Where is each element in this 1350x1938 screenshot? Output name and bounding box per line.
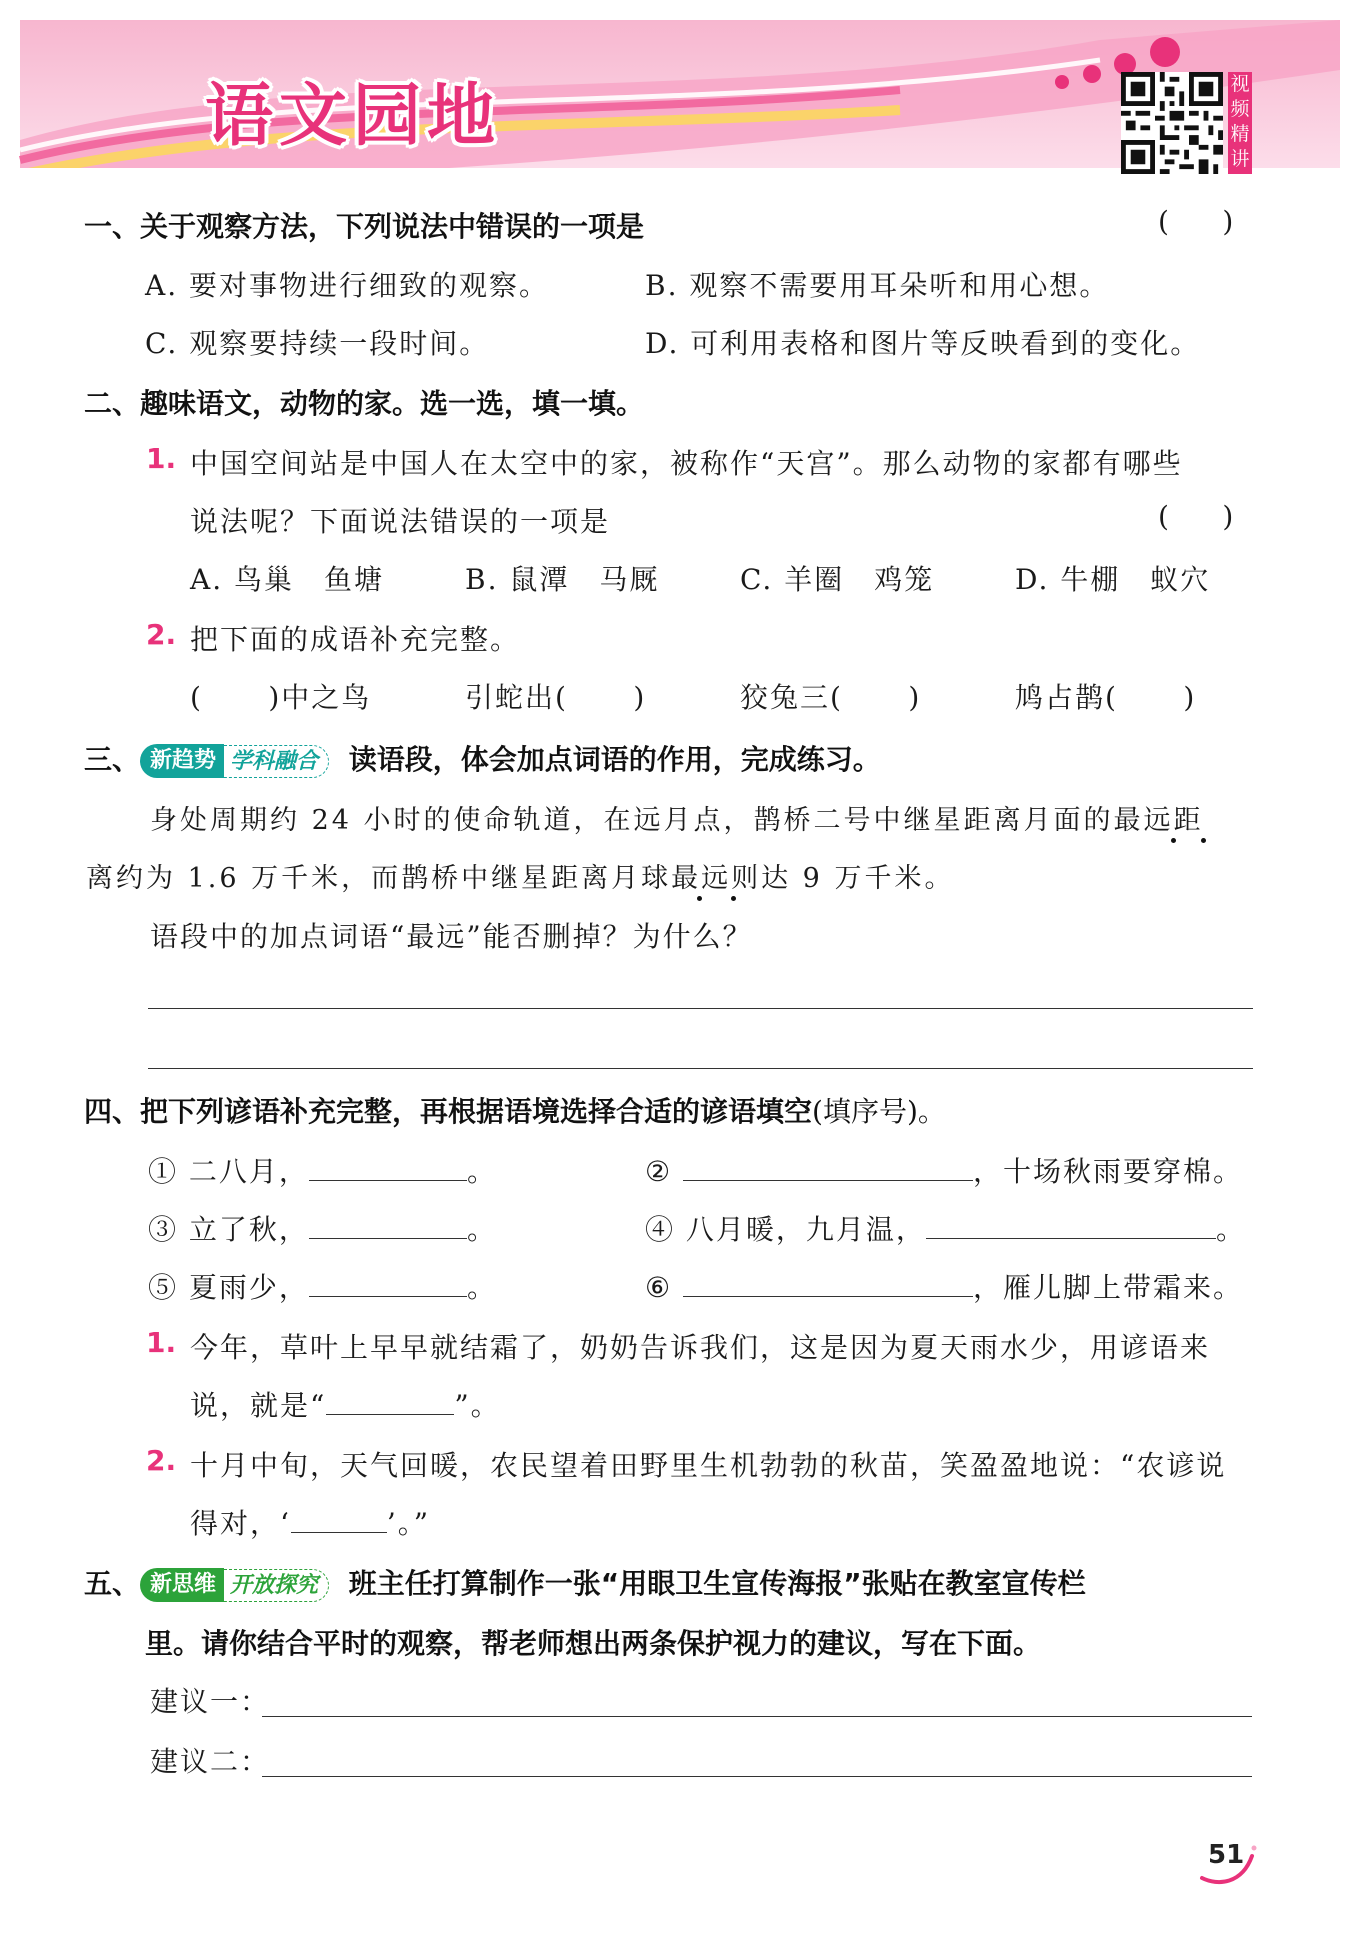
q5-line2: 里。请你结合平时的观察，帮老师想出两条保护视力的建议，写在下面。: [145, 1627, 1042, 1660]
emphasis-dot: [731, 896, 736, 901]
proverb-3-end: 。: [466, 1213, 497, 1246]
q2-sub1-answer-paren[interactable]: ( ): [1158, 500, 1234, 533]
proverb-1-end: 。: [466, 1155, 497, 1188]
proverb-3-mark: ③: [148, 1213, 179, 1246]
q2-title: 二、趣味语文，动物的家。选一选，填一填。: [84, 387, 645, 420]
proverb-6-blank[interactable]: [683, 1272, 973, 1297]
proverb-6-mark: ⑥: [645, 1271, 673, 1304]
open-exploration-tag: 开放探究: [224, 1569, 329, 1602]
q4-sub1-line2: [190, 1384, 501, 1424]
q2-option-a: A. 鸟巢 鱼塘: [190, 563, 385, 596]
video-lecture-label: 视频精讲: [1228, 72, 1252, 174]
q2-sub1-line2: 说法呢？下面说法错误的一项是: [190, 505, 611, 538]
q4-heading: [84, 1090, 946, 1130]
q1-option-d: D. 可利用表格和图片等反映看到的变化。: [645, 327, 1201, 360]
suggestion-1-label: 建议一：: [150, 1685, 271, 1718]
q4-sub1-text: 说，就是“: [190, 1389, 327, 1422]
emphasis-dot: [1171, 838, 1176, 843]
proverb-1-text: 二八月，: [188, 1155, 309, 1188]
q3-answer-line[interactable]: [148, 1068, 1253, 1069]
q3-question: 语段中的加点词语“最远”能否删掉？为什么？: [150, 920, 753, 953]
emphasis-dot: [1201, 838, 1206, 843]
proverb-1-blank[interactable]: [309, 1156, 467, 1181]
suggestion-1-line[interactable]: [262, 1716, 1252, 1717]
q2-sub2-number: 2.: [146, 618, 177, 651]
proverb-2-mark: ②: [645, 1155, 673, 1188]
idiom-4[interactable]: 鸠占鹊( ): [1015, 681, 1197, 714]
idiom-3[interactable]: 狡兔三( ): [740, 681, 922, 714]
q4-sub1-end: ”。: [454, 1389, 501, 1422]
q4-title: 四、把下列谚语补充完整，再根据语境选择合适的谚语填空: [84, 1095, 813, 1128]
q4-sub1-line1: 今年，草叶上早早就结霜了，奶奶告诉我们，这是因为夏天雨水少，用谚语来: [190, 1331, 1211, 1364]
q3-passage-line2: 离约为 1.6 万千米，而鹊桥中继星距离月球最远则达 9 万千米。: [86, 863, 955, 894]
page-number: 51: [1208, 1840, 1245, 1870]
emphasis-dot: [697, 896, 702, 901]
proverb-3-text: 立了秋，: [188, 1213, 309, 1246]
proverb-5-end: 。: [466, 1271, 497, 1304]
q4-sub2-line2: [190, 1502, 430, 1542]
page-number-swoosh-icon: [1198, 1838, 1258, 1888]
q4-sub1-blank[interactable]: [326, 1390, 454, 1415]
proverb-4-mark: ④: [645, 1213, 676, 1246]
new-thinking-tag: 新思维: [140, 1568, 224, 1602]
proverb-2-text: ，十场秋雨要穿棉。: [973, 1155, 1244, 1188]
q2-sub1-line1: 中国空间站是中国人在太空中的家，被称作“天宫”。那么动物的家都有哪些: [190, 447, 1183, 480]
proverb-2-blank[interactable]: [683, 1156, 973, 1181]
q4-sub2-number: 2.: [146, 1444, 177, 1477]
proverb-6: [645, 1266, 1243, 1306]
proverb-1-mark: ①: [148, 1155, 179, 1188]
q4-sub2-end: ’。”: [386, 1507, 431, 1540]
q1-option-a: A. 要对事物进行细致的观察。: [145, 269, 550, 302]
page-title: 语文园地: [205, 77, 502, 156]
proverb-5-text: 夏雨少，: [188, 1271, 309, 1304]
q5-line1: 班主任打算制作一张“用眼卫生宣传海报”张贴在教室宣传栏: [348, 1567, 1086, 1600]
proverb-2: [645, 1150, 1243, 1190]
q4-sub2-blank[interactable]: [291, 1508, 387, 1533]
suggestion-2-label: 建议二：: [150, 1745, 271, 1778]
q1-title: 一、关于观察方法，下列说法中错误的一项是: [84, 210, 645, 243]
q2-sub2-text: 把下面的成语补充完整。: [190, 623, 521, 656]
proverb-5-mark: ⑤: [148, 1271, 179, 1304]
proverb-1: [148, 1150, 497, 1190]
suggestion-2-line[interactable]: [262, 1776, 1252, 1777]
proverb-4-blank[interactable]: [926, 1214, 1216, 1239]
subject-integration-tag: 学科融合: [224, 745, 329, 778]
q5-heading: [84, 1562, 1086, 1602]
proverb-5: [148, 1266, 497, 1306]
q1-option-c: C. 观察要持续一段时间。: [145, 327, 490, 360]
q3-passage-line1: 身处周期约 24 小时的使命轨道，在远月点，鹊桥二号中继星距离月面的最远距: [150, 805, 1204, 836]
proverb-3-blank[interactable]: [309, 1214, 467, 1239]
q2-option-b: B. 鼠潭 马厩: [465, 563, 660, 596]
q3-prefix: 三、: [84, 743, 141, 776]
proverb-4-text: 八月暖，九月温，: [685, 1213, 926, 1246]
q5-prefix: 五、: [84, 1567, 141, 1600]
q4-sub1-number: 1.: [146, 1326, 177, 1359]
q4-sub2-text: 得对，‘: [190, 1507, 291, 1540]
idiom-2[interactable]: 引蛇出( ): [465, 681, 647, 714]
proverb-4-end: 。: [1215, 1213, 1246, 1246]
qr-code-icon[interactable]: [1118, 72, 1226, 174]
q3-heading: [84, 738, 881, 778]
q3-answer-line[interactable]: [148, 1008, 1253, 1009]
q1-option-b: B. 观察不需要用耳朵听和用心想。: [645, 269, 1110, 302]
q4-title-note: (填序号)。: [812, 1095, 946, 1128]
q2-option-c: C. 羊圈 鸡笼: [740, 563, 935, 596]
q1-answer-paren[interactable]: ( ): [1158, 205, 1234, 238]
new-trend-tag: 新趋势: [140, 744, 224, 778]
proverb-6-text: ，雁儿脚上带霜来。: [973, 1271, 1244, 1304]
idiom-1[interactable]: ( )中之鸟: [190, 681, 372, 714]
q2-sub1-number: 1.: [146, 442, 177, 475]
q4-sub2-line1: 十月中旬，天气回暖，农民望着田野里生机勃勃的秋苗，笑盈盈地说：“农谚说: [190, 1449, 1227, 1482]
proverb-5-blank[interactable]: [309, 1272, 467, 1297]
q2-option-d: D. 牛棚 蚁穴: [1015, 563, 1211, 596]
proverb-4: [645, 1208, 1246, 1248]
q3-title: 读语段，体会加点词语的作用，完成练习。: [348, 743, 881, 776]
proverb-3: [148, 1208, 497, 1248]
